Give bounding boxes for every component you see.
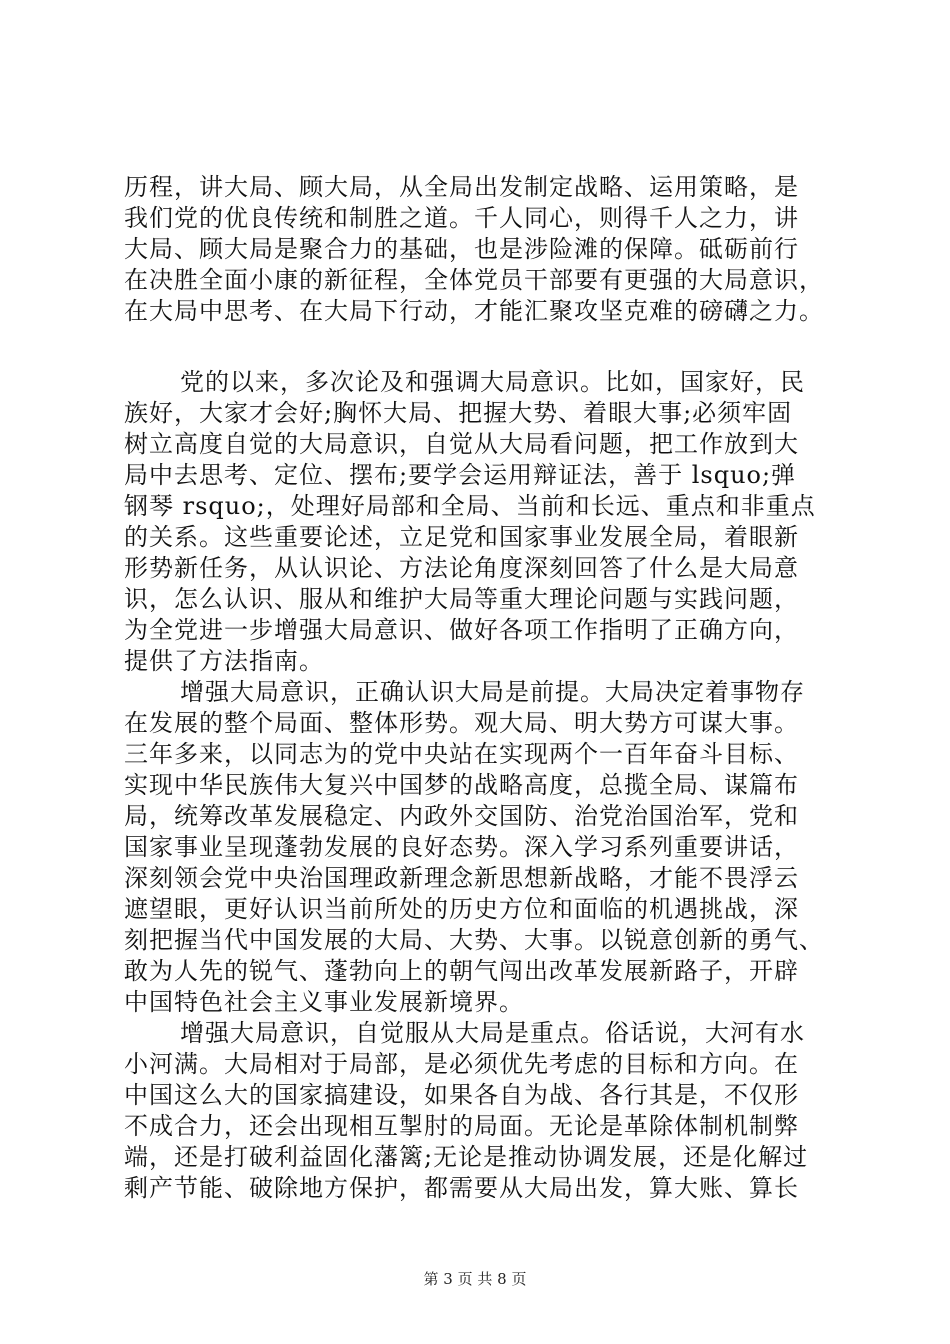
text-line: 族好，大家才会好;胸怀大局、把握大势、着眼大事;必须牢固 [124, 399, 793, 427]
text-line: 我们党的优良传统和制胜之道。千人同心，则得千人之力，讲 [124, 204, 799, 232]
text-line: 识，怎么认识、服从和维护大局等重大理论问题与实践问题， [124, 585, 799, 613]
text-line: 国家事业呈现蓬勃发展的良好态势。深入学习系列重要讲话， [124, 833, 799, 861]
text-line: 三年多来，以同志为的党中央站在实现两个一百年奋斗目标、 [124, 740, 799, 768]
text-line: 大局、顾大局是聚合力的基础，也是涉险滩的保障。砥砺前行 [124, 235, 799, 263]
text-line: 提供了方法指南。 [124, 647, 324, 675]
text-line: 小河满。大局相对于局部，是必须优先考虑的目标和方向。在 [124, 1050, 799, 1078]
text-line: 历程，讲大局、顾大局，从全局出发制定战略、运用策略，是 [124, 173, 799, 201]
text-line: 为全党进一步增强大局意识、做好各项工作指明了正确方向， [124, 616, 799, 644]
text-line: 钢琴 rsquo;，处理好局部和全局、当前和长远、重点和非重点 [124, 492, 816, 520]
text-line: 在决胜全面小康的新征程，全体党员干部要有更强的大局意识， [124, 266, 824, 294]
page-indicator: 第 3 页 共 8 页 [423, 1270, 527, 1288]
text-line: 刻把握当代中国发展的大局、大势、大事。以锐意创新的勇气、 [124, 926, 824, 954]
page-footer [0, 1268, 950, 1289]
text-line: 增强大局意识，正确认识大局是前提。大局决定着事物存 [180, 678, 805, 706]
text-line: 在发展的整个局面、整体形势。观大局、明大势方可谋大事。 [124, 709, 799, 737]
text-line: 深刻领会党中央治国理政新理念新思想新战略，才能不畏浮云 [124, 864, 799, 892]
text-line: 端，还是打破利益固化藩篱;无论是推动协调发展，还是化解过 [124, 1143, 809, 1171]
text-line: 不成合力，还会出现相互掣肘的局面。无论是革除体制机制弊 [124, 1112, 799, 1140]
text-line: 遮望眼，更好认识当前所处的历史方位和面临的机遇挑战，深 [124, 895, 799, 923]
text-line: 党的以来，多次论及和强调大局意识。比如，国家好，民 [180, 368, 805, 396]
text-line: 局中去思考、定位、摆布;要学会运用辩证法，善于 lsquo;弹 [124, 461, 797, 489]
text-line: 剩产节能、破除地方保护，都需要从大局出发，算大账、算长 [124, 1174, 799, 1202]
text-line: 树立高度自觉的大局意识，自觉从大局看问题，把工作放到大 [124, 430, 799, 458]
body-text [124, 172, 844, 1204]
paragraph-3 [124, 677, 844, 1018]
text-line: 形势新任务，从认识论、方法论角度深刻回答了什么是大局意 [124, 554, 799, 582]
text-line: 在大局中思考、在大局下行动，才能汇聚攻坚克难的磅礴之力。 [124, 297, 824, 325]
text-line: 实现中华民族伟大复兴中国梦的战略高度，总揽全局、谋篇布 [124, 771, 799, 799]
paragraph-4 [124, 1018, 844, 1204]
text-line: 敢为人先的锐气、蓬勃向上的朝气闯出改革发展新路子，开辟 [124, 957, 799, 985]
text-line: 局，统筹改革发展稳定、内政外交国防、治党治国治军，党和 [124, 802, 799, 830]
text-line: 增强大局意识，自觉服从大局是重点。俗话说，大河有水 [180, 1019, 805, 1047]
paragraph-gap [124, 327, 844, 367]
text-line: 的关系。这些重要论述，立足党和国家事业发展全局，着眼新 [124, 523, 799, 551]
text-line: 中国这么大的国家搞建设，如果各自为战、各行其是，不仅形 [124, 1081, 799, 1109]
paragraph-1 [124, 172, 844, 327]
paragraph-2 [124, 367, 844, 677]
text-line: 中国特色社会主义事业发展新境界。 [124, 988, 524, 1016]
